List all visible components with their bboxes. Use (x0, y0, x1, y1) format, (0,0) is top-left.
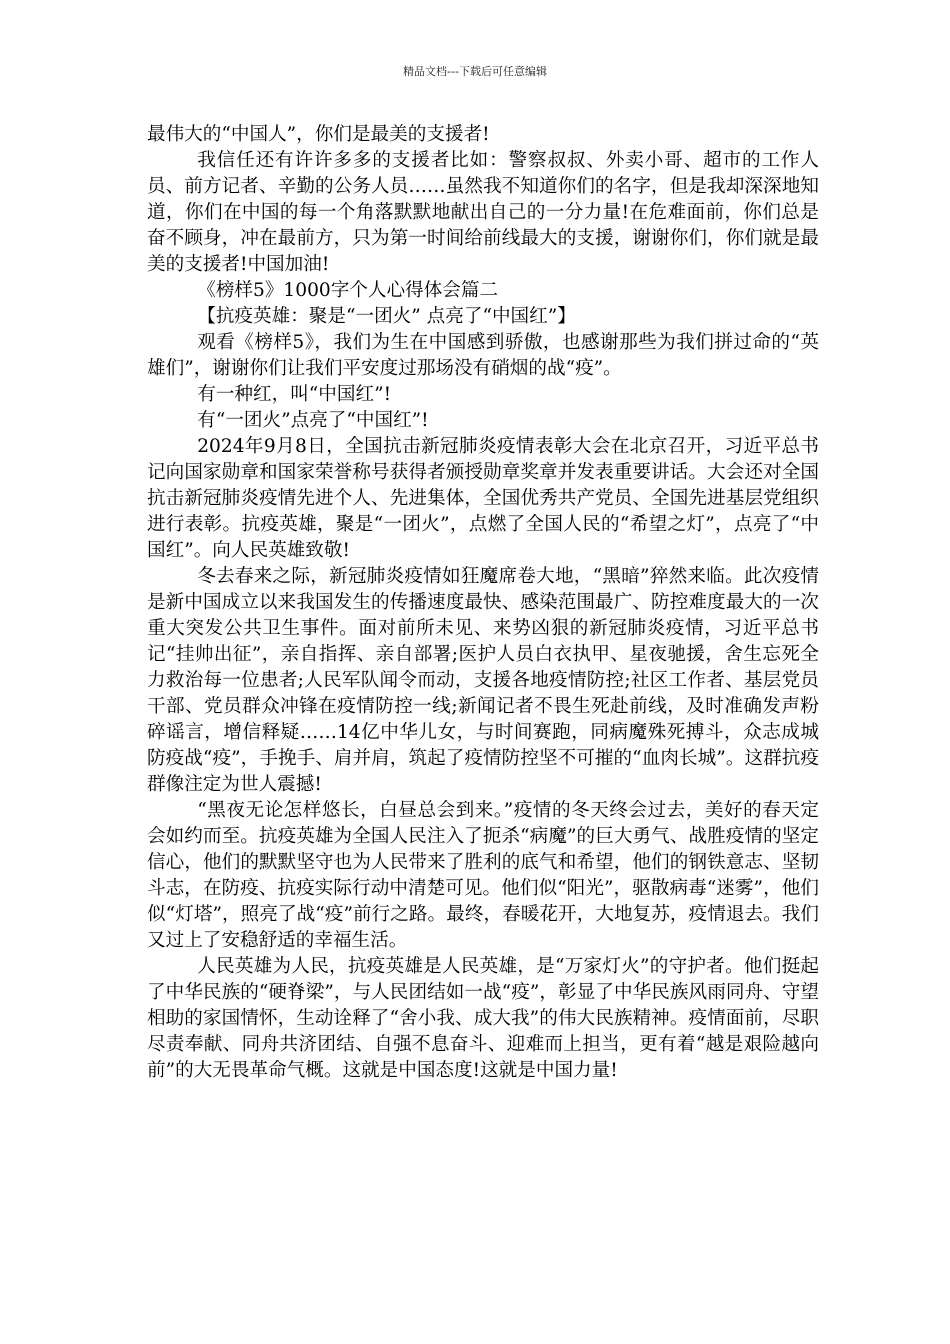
paragraph: 有一种红，叫“中国红”! (197, 384, 392, 405)
document-body (147, 122, 819, 1084)
page-header: 精品文档---下载后可任意编辑 (403, 65, 547, 78)
section-subtitle: 【抗疫英雄：聚是“一团火” 点亮了“中国红”】 (197, 306, 576, 327)
paragraph: 观看《榜样5》，我们为生在中国感到骄傲，也感谢那些为我们拼过命的“英雄们”，谢谢你们让我们平安度过那场没有硝烟的战“疫”。 (147, 332, 819, 379)
paragraph: 最伟大的“中国人”，你们是最美的支援者! (147, 124, 490, 145)
paragraph: 冬去春来之际，新冠肺炎疫情如狂魔席卷大地，“黑暗”猝然来临。此次疫情是新中国成立以来我国发生的传播速度最快、感染范围最广、防控难度最大的一次重大突发公共卫生事件。面对前所未见、来势凶狠的新冠肺炎疫情，习近平总书记“挂帅出征”，亲自指挥、亲自部署;医护人员白衣执甲、星夜驰援，舍生忘死全力救治每一位患者;人民军队闻令而动，支援各地疫情防控;社区工作者、基层党员干部、党员群众冲锋在疫情防控一线;新闻记者不畏生死赴前线，及时准确发声粉碎谣言，增信释疑……14亿中华儿女，与时间赛跑，同病魔殊死搏斗，众志成城防疫战“疫”，手挽手、肩并肩，筑起了疫情防控坚不可摧的“血肉长城”。这群抗疫群像注定为世人震撼! (147, 566, 819, 795)
section-title: 《榜样5》1000字个人心得体会篇二 (197, 280, 499, 301)
paragraph: 2024年9月8日，全国抗击新冠肺炎疫情表彰大会在北京召开，习近平总书记向国家勋章和国家荣誉称号获得者颁授勋章奖章并发表重要讲话。大会还对全国抗击新冠肺炎疫情先进个人、先进集体，全国优秀共产党员、全国先进基层党组织进行表彰。抗疫英雄，聚是“一团火”，点燃了全国人民的“希望之灯”，点亮了“中国红”。向人民英雄致敬! (147, 436, 819, 561)
paragraph: 有“一团火”点亮了“中国红”! (197, 410, 429, 431)
paragraph: 我信任还有许许多多的支援者比如：警察叔叔、外卖小哥、超市的工作人员、前方记者、辛勤的公务人员……虽然我不知道你们的名字，但是我却深深地知道，你们在中国的每一个角落默默地献出自己的一分力量!在危难面前，你们总是奋不顾身，冲在最前方，只为第一时间给前线最大的支援，谢谢你们，你们就是最美的支援者!中国加油! (147, 150, 819, 275)
paragraph: “黑夜无论怎样悠长，白昼总会到来。”疫情的冬天终会过去，美好的春天定会如约而至。抗疫英雄为全国人民注入了扼杀“病魔”的巨大勇气、战胜疫情的坚定信心，他们的默默坚守也为人民带来了胜利的底气和希望，他们的钢铁意志、坚韧斗志，在防疫、抗疫实际行动中清楚可见。他们似“阳光”，驱散病毒“迷雾”，他们似“灯塔”，照亮了战“疫”前行之路。最终，春暖花开，大地复苏，疫情退去。我们又过上了安稳舒适的幸福生活。 (147, 800, 819, 951)
paragraph: 人民英雄为人民，抗疫英雄是人民英雄，是“万家灯火”的守护者。他们挺起了中华民族的“硬脊梁”，与人民团结如一战“疫”，彰显了中华民族风雨同舟、守望相助的家国情怀，生动诠释了“舍小我、成大我”的伟大民族精神。疫情面前，尽职尽责奉献、同舟共济团结、自强不息奋斗、迎难而上担当，更有着“越是艰险越向前”的大无畏革命气概。这就是中国态度!这就是中国力量! (147, 956, 819, 1081)
